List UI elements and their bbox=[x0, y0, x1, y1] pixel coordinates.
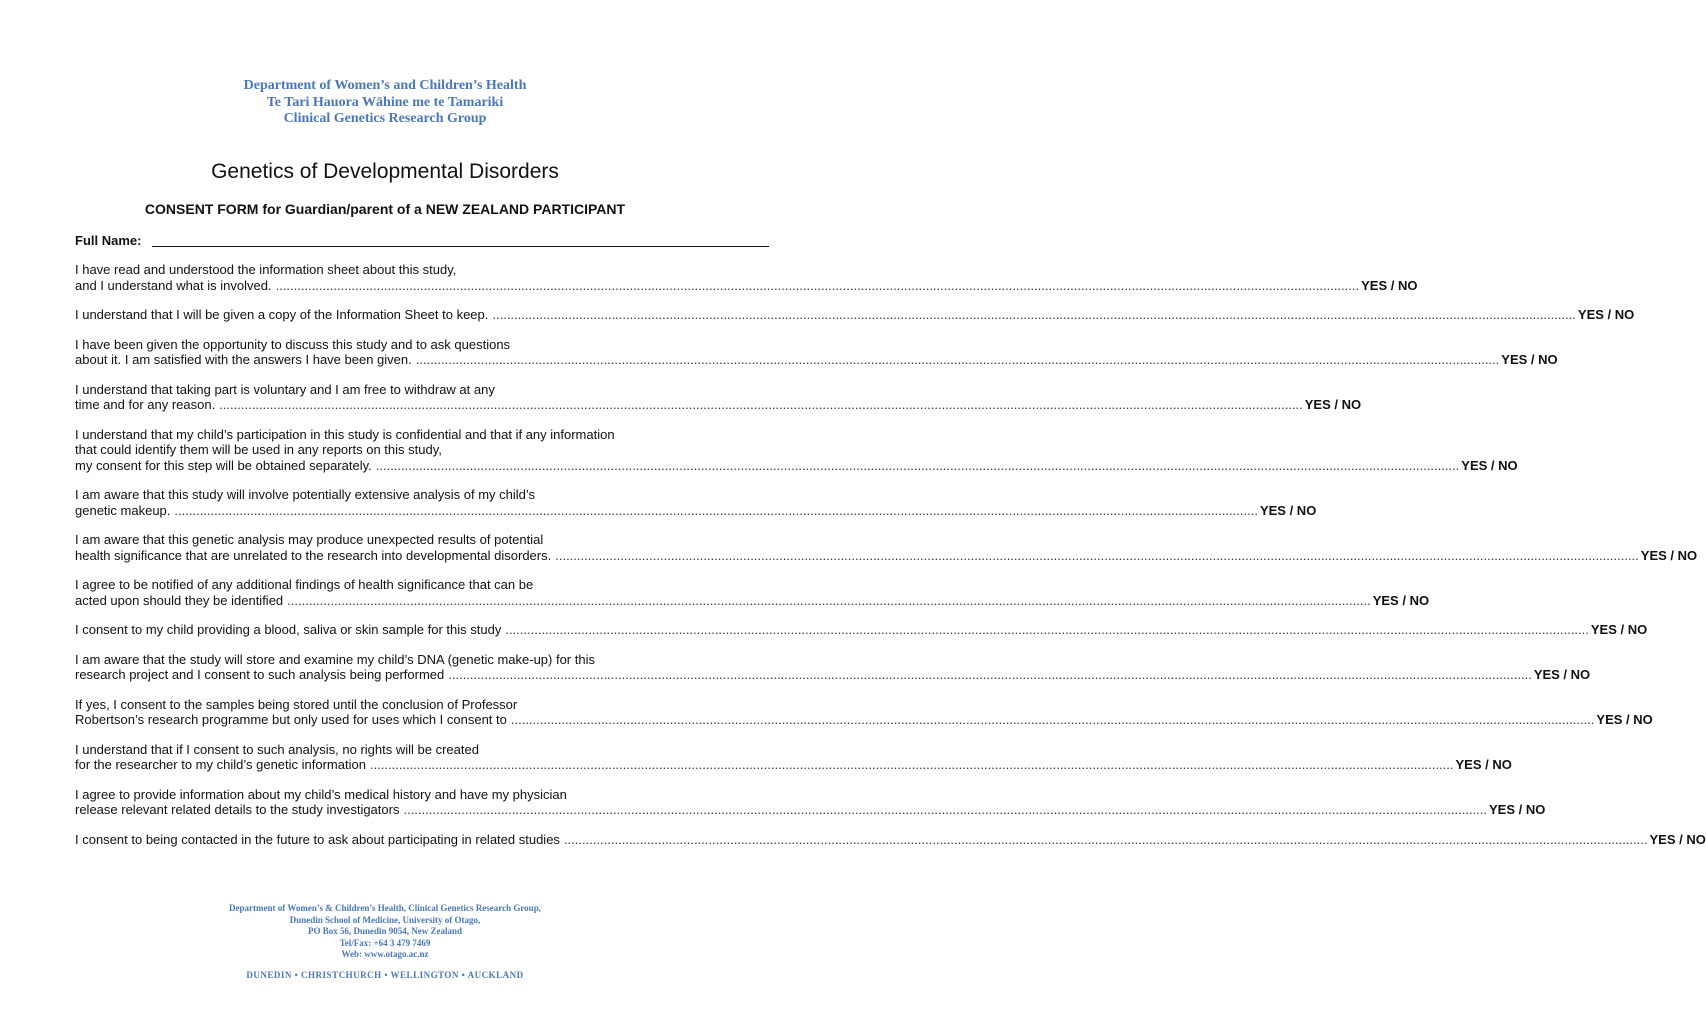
yes-no-choice[interactable]: YES / NO bbox=[1361, 277, 1418, 293]
leader-dots: ............................................................................................................................................................................................................................................................................................................ bbox=[492, 307, 1576, 322]
footer-phone: Tel/Fax: +64 3 479 7469 bbox=[339, 937, 431, 948]
leader-dots: ............................................................................................................................................................................................................................................................................................................ bbox=[219, 397, 1303, 412]
statement-last-line bbox=[75, 667, 1591, 683]
footer-cities: DUNEDIN • CHRISTCHURCH • WELLINGTON • AUCKLAND bbox=[246, 970, 524, 980]
statement-last-line bbox=[75, 622, 1648, 638]
footer-line: PO Box 56, Dunedin 9054, New Zealand bbox=[307, 926, 463, 936]
statement-last-line bbox=[75, 802, 1546, 818]
statement-last-line bbox=[75, 712, 1653, 728]
yes-no-choice[interactable]: YES / NO bbox=[1501, 352, 1558, 367]
leader-dots: ............................................................................................................................................................................................................................................................................................................ bbox=[415, 352, 1500, 367]
full-name-label: Full Name: bbox=[75, 233, 142, 248]
footer-line: Dunedin School of Medicine, University of Otago, bbox=[289, 914, 481, 925]
statement-text: I consent to my child providing a blood, saliva or skin sample for this study bbox=[75, 622, 502, 637]
statement-text: I am aware that the study will store and examine my child’s DNA (genetic make-up) for this bbox=[75, 651, 595, 667]
statement-text: Robertson’s research programme but only used for uses which I consent to bbox=[75, 712, 507, 727]
letterhead-maori-name: Te Tari Hauora Wāhine me te Tamariki bbox=[266, 94, 504, 110]
statement-text: I understand that if I consent to such analysis, no rights will be created bbox=[75, 741, 479, 757]
consent-statement bbox=[75, 651, 1591, 683]
consent-statement bbox=[75, 336, 1558, 368]
yes-no-choice[interactable]: YES / NO bbox=[1577, 307, 1635, 322]
footer-line: Department of Women’s & Children’s Health, Clinical Genetics Research Group, bbox=[229, 903, 541, 913]
consent-statement bbox=[75, 622, 1648, 638]
consent-statement bbox=[75, 532, 1698, 563]
consent-statement bbox=[75, 487, 1317, 518]
yes-no-choice[interactable]: YES / NO bbox=[1461, 457, 1518, 473]
consent-statement bbox=[75, 786, 1546, 818]
leader-dots: ............................................................................................................................................................................................................................................................................................................ bbox=[174, 502, 1258, 518]
statement-text: I am aware that this genetic analysis may produce unexpected results of potential bbox=[75, 532, 544, 547]
leader-dots: ............................................................................................................................................................................................................................................................................................................ bbox=[563, 831, 1648, 847]
statement-text: If yes, I consent to the samples being stored until the conclusion of Professor bbox=[75, 696, 518, 712]
yes-no-choice[interactable]: YES / NO bbox=[1259, 502, 1317, 518]
yes-no-choice[interactable]: YES / NO bbox=[1649, 831, 1706, 847]
statement-last-line bbox=[75, 397, 1362, 413]
leader-dots: ............................................................................................................................................................................................................................................................................................................ bbox=[369, 757, 1454, 772]
yes-no-choice[interactable]: YES / NO bbox=[1640, 547, 1698, 563]
consent-statement bbox=[75, 577, 1430, 608]
leader-dots: ............................................................................................................................................................................................................................................................................................................ bbox=[403, 802, 1488, 817]
yes-no-choice[interactable]: YES / NO bbox=[1590, 622, 1648, 637]
consent-statement bbox=[75, 381, 1362, 413]
leader-dots: ............................................................................................................................................................................................................................................................................................................ bbox=[505, 622, 1589, 637]
yes-no-choice[interactable]: YES / NO bbox=[1596, 712, 1653, 727]
consent-statement bbox=[75, 262, 1418, 293]
statement-text: my consent for this step will be obtained separately. bbox=[75, 457, 372, 473]
statement-text: time and for any reason. bbox=[75, 397, 216, 412]
statement-last-line bbox=[75, 307, 1635, 323]
yes-no-choice[interactable]: YES / NO bbox=[1533, 667, 1591, 682]
consent-statement bbox=[75, 741, 1512, 773]
leader-dots: ............................................................................................................................................................................................................................................................................................................ bbox=[275, 277, 1360, 293]
leader-dots: ............................................................................................................................................................................................................................................................................................................ bbox=[287, 592, 1371, 608]
statement-text: I have read and understood the information sheet about this study, bbox=[75, 262, 457, 277]
statement-text: I am aware that this study will involve potentially extensive analysis of my child’s bbox=[75, 487, 536, 502]
consent-statement bbox=[75, 696, 1653, 728]
letterhead bbox=[0, 78, 770, 128]
statement-last-line bbox=[75, 592, 1430, 609]
consent-statement bbox=[75, 426, 1518, 474]
leader-dots: ............................................................................................................................................................................................................................................................................................................ bbox=[555, 547, 1639, 563]
statement-last-line bbox=[75, 352, 1558, 368]
full-name-line[interactable] bbox=[152, 246, 769, 247]
statement-text: acted upon should they be identified bbox=[75, 592, 284, 608]
leader-dots: ............................................................................................................................................................................................................................................................................................................ bbox=[448, 667, 1532, 682]
letterhead-group: Clinical Genetics Research Group bbox=[283, 111, 487, 126]
footer-web: Web: www.otago.ac.nz bbox=[341, 949, 429, 959]
statement-text: research project and I consent to such analysis being performed bbox=[75, 667, 445, 682]
statement-text: I understand that taking part is voluntary and I am free to withdraw at any bbox=[75, 381, 495, 397]
statement-text: about it. I am satisfied with the answers I have been given. bbox=[75, 352, 412, 367]
statement-text: release relevant related details to the study investigators bbox=[75, 802, 400, 817]
statement-text: for the researcher to my child’s genetic information bbox=[75, 757, 366, 772]
statement-last-line bbox=[75, 502, 1317, 519]
statement-last-line bbox=[75, 277, 1418, 294]
yes-no-choice[interactable]: YES / NO bbox=[1372, 592, 1430, 608]
statement-text: and I understand what is involved. bbox=[75, 277, 272, 293]
statement-text: I agree to provide information about my child’s medical history and have my physician bbox=[75, 786, 567, 802]
footer-address bbox=[0, 903, 770, 961]
full-name-field[interactable] bbox=[75, 233, 141, 248]
statement-text: I agree to be notified of any additional findings of health significance that can be bbox=[75, 577, 534, 592]
consent-statement bbox=[75, 307, 1635, 323]
leader-dots: ............................................................................................................................................................................................................................................................................................................ bbox=[510, 712, 1595, 727]
statement-text: I have been given the opportunity to discuss this study and to ask questions bbox=[75, 336, 511, 352]
consent-statement bbox=[75, 831, 1706, 848]
form-subtitle: CONSENT FORM for Guardian/parent of a NEW ZEALAND PARTICIPANT bbox=[144, 201, 626, 217]
statement-text: I understand that I will be given a copy of the Information Sheet to keep. bbox=[75, 307, 489, 322]
page-title: Genetics of Developmental Disorders bbox=[211, 160, 559, 183]
yes-no-choice[interactable]: YES / NO bbox=[1455, 757, 1512, 772]
statement-text: I consent to being contacted in the future to ask about participating in related studies bbox=[75, 831, 560, 847]
leader-dots: ............................................................................................................................................................................................................................................................................................................ bbox=[375, 457, 1460, 473]
statement-last-line bbox=[75, 547, 1698, 564]
yes-no-choice[interactable]: YES / NO bbox=[1489, 802, 1546, 817]
statement-text: health significance that are unrelated to the research into developmental disorders. bbox=[75, 547, 552, 563]
statement-text: genetic makeup. bbox=[75, 502, 171, 518]
letterhead-department: Department of Women’s and Children’s Health bbox=[243, 78, 527, 93]
statement-text: I understand that my child’s participation in this study is confidential and that if any information that could identify them will be used in any reports on this study, bbox=[75, 426, 615, 457]
consent-statements bbox=[75, 262, 1706, 861]
statement-last-line bbox=[75, 457, 1518, 474]
statement-last-line bbox=[75, 831, 1706, 848]
statement-last-line bbox=[75, 757, 1512, 773]
yes-no-choice[interactable]: YES / NO bbox=[1304, 397, 1362, 412]
